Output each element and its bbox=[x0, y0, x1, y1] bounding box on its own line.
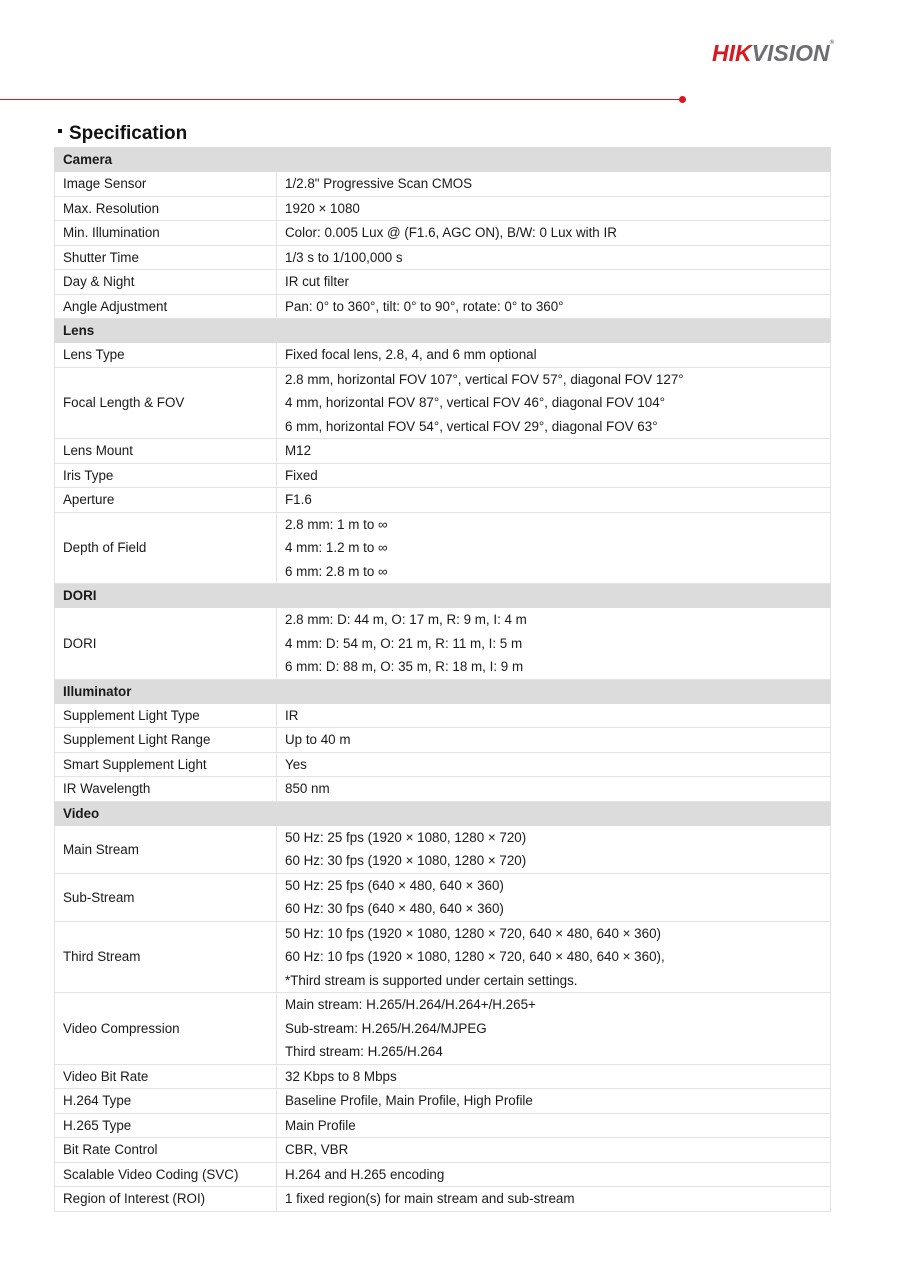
spec-value bbox=[277, 439, 831, 464]
spec-label: Third Stream bbox=[55, 921, 277, 993]
section-title: Illuminator bbox=[55, 679, 831, 703]
spec-label: Depth of Field bbox=[55, 512, 277, 584]
spec-label: Smart Supplement Light bbox=[55, 752, 277, 777]
spec-label: Region of Interest (ROI) bbox=[55, 1187, 277, 1212]
spec-value bbox=[277, 1064, 831, 1089]
spec-label: H.264 Type bbox=[55, 1089, 277, 1114]
spec-value-line: 1/3 s to 1/100,000 s bbox=[285, 249, 403, 265]
spec-label: Iris Type bbox=[55, 463, 277, 488]
spec-value-line: 60 Hz: 30 fps (1920 × 1080, 1280 × 720) bbox=[285, 853, 527, 868]
spec-value-line: *Third stream is supported under certain settings. bbox=[285, 972, 578, 988]
spec-value-line: Color: 0.005 Lux @ (F1.6, AGC ON), B/W: 0 Lux with IR bbox=[285, 225, 617, 240]
spec-value-line: 50 Hz: 25 fps (640 × 480, 640 × 360) bbox=[285, 877, 504, 893]
spec-label: Main Stream bbox=[55, 825, 277, 873]
spec-value bbox=[277, 1089, 831, 1114]
spec-row bbox=[55, 728, 831, 753]
spec-value-line: IR cut filter bbox=[285, 274, 349, 289]
section-header-video bbox=[55, 801, 831, 825]
spec-value bbox=[277, 512, 831, 584]
spec-row bbox=[55, 196, 831, 221]
spec-value-line: 50 Hz: 10 fps (1920 × 1080, 1280 × 720, 640 × 480, 640 × 360) bbox=[285, 925, 661, 941]
registered-mark: ® bbox=[829, 40, 835, 46]
spec-value bbox=[277, 825, 831, 873]
spec-value-line: IR bbox=[285, 707, 299, 723]
spec-row bbox=[55, 1064, 831, 1089]
spec-label: Max. Resolution bbox=[55, 196, 277, 221]
page-title bbox=[58, 123, 187, 145]
spec-value-line: Sub-stream: H.265/H.264/MJPEG bbox=[285, 1020, 487, 1036]
section-header-camera bbox=[55, 148, 831, 172]
spec-label: Min. Illumination bbox=[55, 221, 277, 246]
spec-row bbox=[55, 1089, 831, 1114]
spec-value bbox=[277, 703, 831, 728]
spec-row bbox=[55, 921, 831, 993]
spec-label: Shutter Time bbox=[55, 245, 277, 270]
logo-gray-part: VISION bbox=[751, 40, 830, 66]
spec-value-line: CBR, VBR bbox=[285, 1142, 349, 1157]
spec-value bbox=[277, 343, 831, 368]
spec-value-line: Pan: 0° to 360°, tilt: 0° to 90°, rotate: 0° to 360° bbox=[285, 298, 564, 314]
spec-row bbox=[55, 343, 831, 368]
spec-value-line: 1920 × 1080 bbox=[285, 200, 360, 216]
spec-row bbox=[55, 245, 831, 270]
spec-row bbox=[55, 1187, 831, 1212]
spec-value-line: Fixed bbox=[285, 467, 318, 483]
spec-row bbox=[55, 993, 831, 1065]
spec-value-line: 4 mm: 1.2 m to ∞ bbox=[285, 540, 388, 555]
spec-value bbox=[277, 463, 831, 488]
spec-value bbox=[277, 245, 831, 270]
spec-value-line: 4 mm: D: 54 m, O: 21 m, R: 11 m, I: 5 m bbox=[285, 635, 523, 651]
spec-label: Scalable Video Coding (SVC) bbox=[55, 1162, 277, 1187]
spec-label: Lens Mount bbox=[55, 439, 277, 464]
spec-value bbox=[277, 196, 831, 221]
spec-value-line: 32 Kbps to 8 Mbps bbox=[285, 1068, 397, 1084]
spec-value-line: 2.8 mm: D: 44 m, O: 17 m, R: 9 m, I: 4 m bbox=[285, 612, 527, 627]
spec-value-line: 60 Hz: 30 fps (640 × 480, 640 × 360) bbox=[285, 901, 504, 916]
spec-value-line: 2.8 mm, horizontal FOV 107°, vertical FOV 57°, diagonal FOV 127° bbox=[285, 371, 684, 387]
section-header-illuminator bbox=[55, 679, 831, 703]
spec-row bbox=[55, 221, 831, 246]
spec-value bbox=[277, 172, 831, 197]
spec-row bbox=[55, 270, 831, 295]
spec-value bbox=[277, 921, 831, 993]
spec-value bbox=[277, 1113, 831, 1138]
spec-value bbox=[277, 294, 831, 319]
spec-row bbox=[55, 439, 831, 464]
spec-row bbox=[55, 294, 831, 319]
section-title: Video bbox=[55, 801, 831, 825]
spec-value bbox=[277, 367, 831, 439]
header-rule-dot bbox=[679, 96, 686, 103]
spec-row bbox=[55, 488, 831, 513]
spec-value-line: F1.6 bbox=[285, 492, 312, 507]
spec-value bbox=[277, 488, 831, 513]
spec-row bbox=[55, 777, 831, 802]
spec-value-line: Up to 40 m bbox=[285, 732, 351, 747]
spec-value-line: Main Profile bbox=[285, 1117, 356, 1133]
spec-label: IR Wavelength bbox=[55, 777, 277, 802]
spec-value-line: Yes bbox=[285, 756, 307, 772]
spec-value-line: Main stream: H.265/H.264/H.264+/H.265+ bbox=[285, 997, 536, 1012]
hikvision-logo bbox=[712, 40, 834, 67]
spec-value-line: Fixed focal lens, 2.8, 4, and 6 mm optional bbox=[285, 347, 537, 362]
spec-value-line: 1 fixed region(s) for main stream and sub-stream bbox=[285, 1191, 575, 1206]
spec-row bbox=[55, 1113, 831, 1138]
spec-label: Image Sensor bbox=[55, 172, 277, 197]
section-title: DORI bbox=[55, 584, 831, 608]
spec-label: Video Bit Rate bbox=[55, 1064, 277, 1089]
spec-label: Supplement Light Type bbox=[55, 703, 277, 728]
spec-label: DORI bbox=[55, 608, 277, 680]
spec-value-line: H.264 and H.265 encoding bbox=[285, 1166, 445, 1182]
spec-row bbox=[55, 172, 831, 197]
spec-value bbox=[277, 993, 831, 1065]
spec-row bbox=[55, 463, 831, 488]
spec-row bbox=[55, 873, 831, 921]
spec-label: Bit Rate Control bbox=[55, 1138, 277, 1163]
spec-value-line: 1/2.8" Progressive Scan CMOS bbox=[285, 176, 473, 191]
section-title: Lens bbox=[55, 319, 831, 343]
spec-value bbox=[277, 608, 831, 680]
spec-label: Lens Type bbox=[55, 343, 277, 368]
spec-value bbox=[277, 1187, 831, 1212]
spec-value-line: 850 nm bbox=[285, 781, 330, 796]
spec-value bbox=[277, 1162, 831, 1187]
spec-value-line: Third stream: H.265/H.264 bbox=[285, 1044, 443, 1059]
spec-label: Sub-Stream bbox=[55, 873, 277, 921]
spec-label: Focal Length & FOV bbox=[55, 367, 277, 439]
spec-value-line: 2.8 mm: 1 m to ∞ bbox=[285, 516, 388, 532]
spec-label: H.265 Type bbox=[55, 1113, 277, 1138]
section-title: Camera bbox=[55, 148, 831, 172]
spec-row bbox=[55, 512, 831, 584]
spec-value-line: 60 Hz: 10 fps (1920 × 1080, 1280 × 720, 640 × 480, 640 × 360), bbox=[285, 949, 665, 964]
spec-value bbox=[277, 873, 831, 921]
spec-value bbox=[277, 728, 831, 753]
spec-value bbox=[277, 777, 831, 802]
spec-value-line: M12 bbox=[285, 443, 312, 458]
section-header-dori bbox=[55, 584, 831, 608]
spec-value-line: 6 mm: D: 88 m, O: 35 m, R: 18 m, I: 9 m bbox=[285, 659, 524, 674]
spec-row bbox=[55, 703, 831, 728]
spec-value bbox=[277, 1138, 831, 1163]
spec-row bbox=[55, 1162, 831, 1187]
spec-row bbox=[55, 367, 831, 439]
spec-row bbox=[55, 825, 831, 873]
spec-value bbox=[277, 221, 831, 246]
spec-value bbox=[277, 270, 831, 295]
spec-label: Supplement Light Range bbox=[55, 728, 277, 753]
spec-label: Aperture bbox=[55, 488, 277, 513]
spec-row bbox=[55, 752, 831, 777]
spec-row bbox=[55, 608, 831, 680]
section-header-lens bbox=[55, 319, 831, 343]
spec-value-line: 6 mm, horizontal FOV 54°, vertical FOV 29°, diagonal FOV 63° bbox=[285, 418, 658, 434]
spec-value bbox=[277, 752, 831, 777]
spec-label: Day & Night bbox=[55, 270, 277, 295]
spec-label: Angle Adjustment bbox=[55, 294, 277, 319]
header-rule bbox=[0, 99, 680, 100]
logo-red-part: HIK bbox=[712, 40, 752, 66]
page-title-text: Specification bbox=[69, 123, 188, 144]
spec-value-line: 50 Hz: 25 fps (1920 × 1080, 1280 × 720) bbox=[285, 829, 527, 845]
spec-table bbox=[54, 147, 831, 1212]
spec-value-line: 6 mm: 2.8 m to ∞ bbox=[285, 563, 388, 579]
bullet-icon bbox=[58, 129, 62, 133]
spec-value-line: Baseline Profile, Main Profile, High Profile bbox=[285, 1093, 533, 1108]
spec-label: Video Compression bbox=[55, 993, 277, 1065]
spec-value-line: 4 mm, horizontal FOV 87°, vertical FOV 46°, diagonal FOV 104° bbox=[285, 395, 666, 410]
spec-row bbox=[55, 1138, 831, 1163]
